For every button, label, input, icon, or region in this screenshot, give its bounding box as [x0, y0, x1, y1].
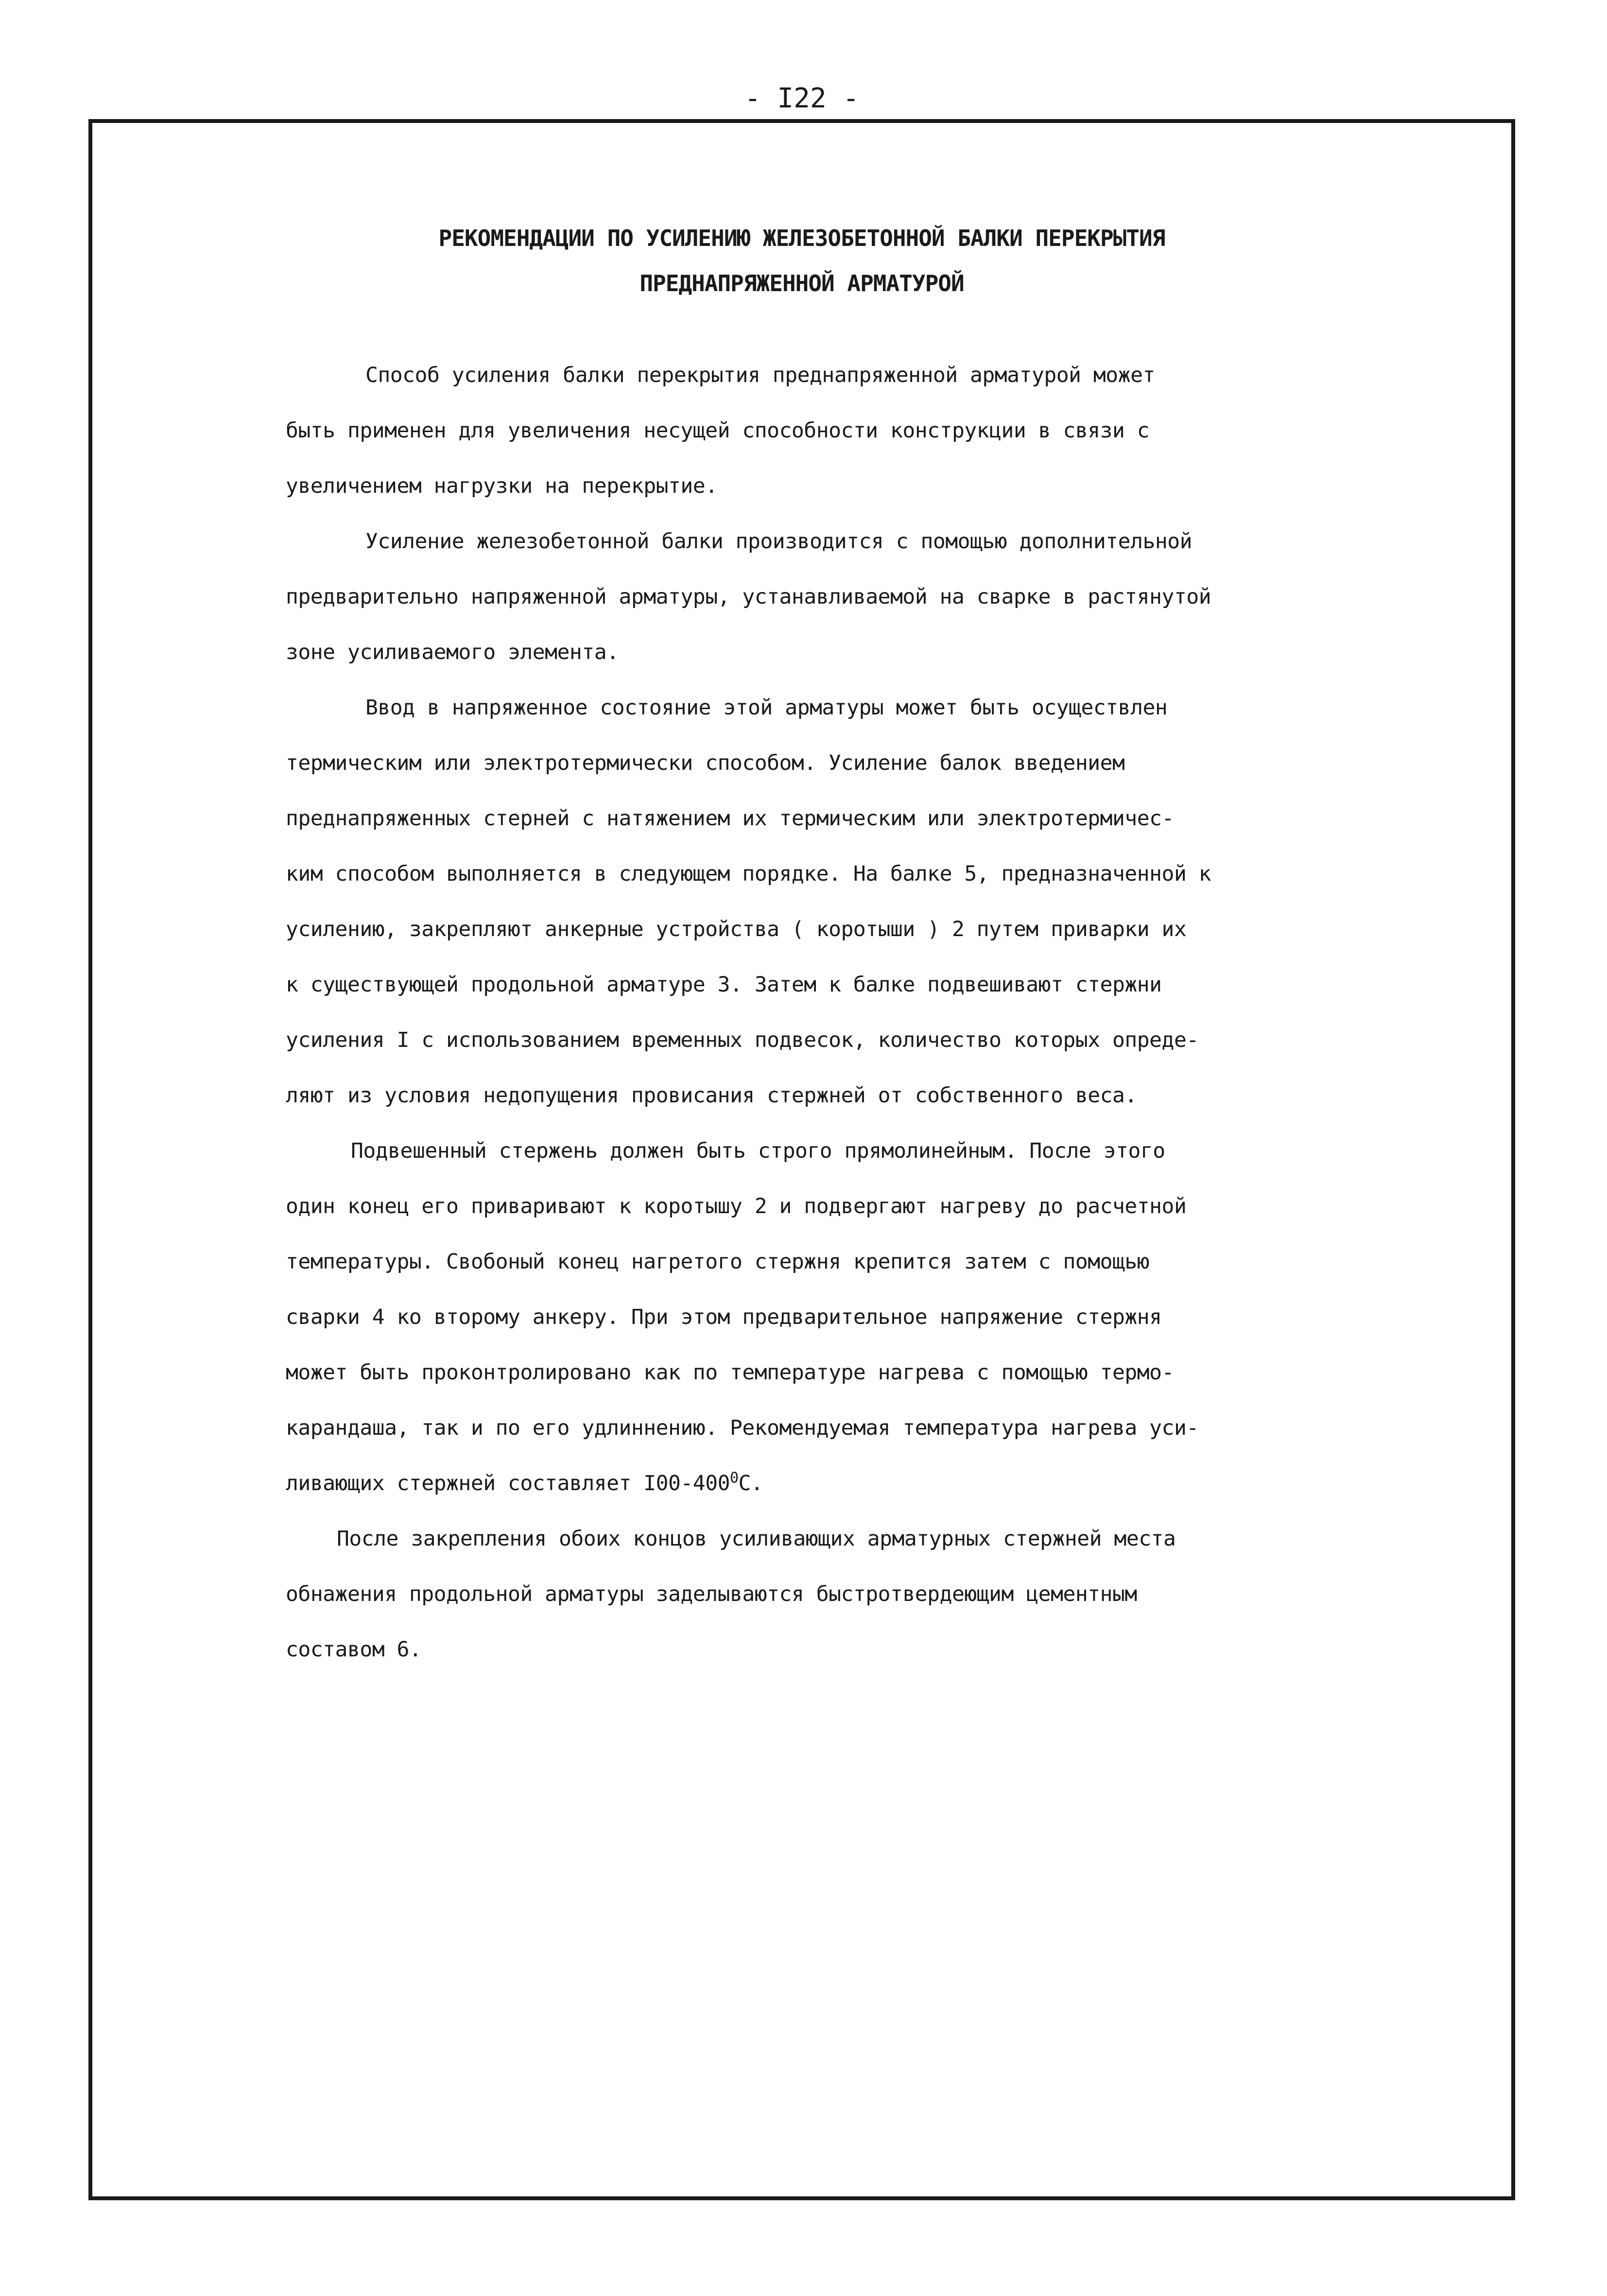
paragraph-5-line: составом 6.: [286, 1637, 422, 1662]
paragraph-1-line: быть применен для увеличения несущей способности конструкции в связи с: [286, 418, 1150, 443]
paragraph-4-line: температуры. Свобоный конец нагретого стержня крепится затем с помощью: [286, 1250, 1150, 1274]
paragraph-2-line: Усиление железобетонной балки производится с помощью дополнительной: [365, 529, 1192, 554]
paragraph-4-line: карандаша, так и по его удлиннению. Рекомендуемая температура нагрева уси-: [286, 1416, 1199, 1440]
paragraph-4-line: один конец его приваривают к коротышу 2 и подвергают нагреву до расчетной: [286, 1194, 1187, 1218]
paragraph-4-last-line: [286, 1469, 763, 1498]
document-title-line-1: РЕКОМЕНДАЦИИ ПО УСИЛЕНИЮ ЖЕЛЕЗОБЕТОННОЙ БАЛКИ ПЕРЕКРЫТИЯ: [438, 225, 1165, 251]
paragraph-3-line: преднапряженных стерней с натяжением их термическим или электротермичес-: [286, 806, 1174, 831]
paragraph-3-line: усилению, закрепляют анкерные устройства ( коротыши ) 2 путем приварки их: [286, 917, 1187, 941]
page-number: - I22 -: [744, 83, 859, 114]
paragraph-4-line: Подвешенный стержень должен быть строго прямолинейным. После этого: [351, 1139, 1165, 1163]
paragraph-2-line: предварительно напряженной арматуры, устанавливаемой на сварке в растянутой: [286, 585, 1211, 609]
paragraph-4-line: сварки 4 ко второму анкеру. При этом предварительное напряжение стержня: [286, 1305, 1162, 1329]
paragraph-3-line: усиления I с использованием временных подвесок, количество которых опреде-: [286, 1028, 1199, 1052]
paragraph-4-last-line-unit: С.: [738, 1471, 763, 1496]
paragraph-1-line: Способ усиления балки перекрытия преднапряженной арматурой может: [365, 363, 1155, 387]
paragraph-5-line: обнажения продольной арматуры заделываются быстротвердеющим цементным: [286, 1582, 1137, 1606]
paragraph-1-line: увеличением нагрузки на перекрытие.: [286, 474, 718, 498]
degree-superscript: 0: [729, 1469, 739, 1487]
paragraph-2-line: зоне усиливаемого элемента.: [286, 640, 619, 664]
paragraph-3-line: Ввод в напряженное состояние этой арматуры может быть осуществлен: [365, 696, 1168, 720]
paragraph-4-last-line-text: ливающих стержней составляет I00-400: [286, 1471, 730, 1496]
paragraph-3-line: к существующей продольной арматуре 3. Затем к балке подвешивают стержни: [286, 973, 1162, 997]
document-title-line-2: ПРЕДНАПРЯЖЕННОЙ АРМАТУРОЙ: [639, 270, 964, 296]
paragraph-4-line: может быть проконтролировано как по температуре нагрева с помощью термо-: [286, 1360, 1174, 1385]
paragraph-3-line: ляют из условия недопущения провисания стержней от собственного веса.: [286, 1083, 1137, 1108]
paragraph-3-line: ким способом выполняется в следующем порядке. На балке 5, предназначенной к: [286, 862, 1211, 886]
paragraph-5-line: После закрепления обоих концов усиливающих арматурных стержней места: [337, 1527, 1176, 1551]
paragraph-3-line: термическим или электротермически способом. Усиление балок введением: [286, 751, 1125, 775]
